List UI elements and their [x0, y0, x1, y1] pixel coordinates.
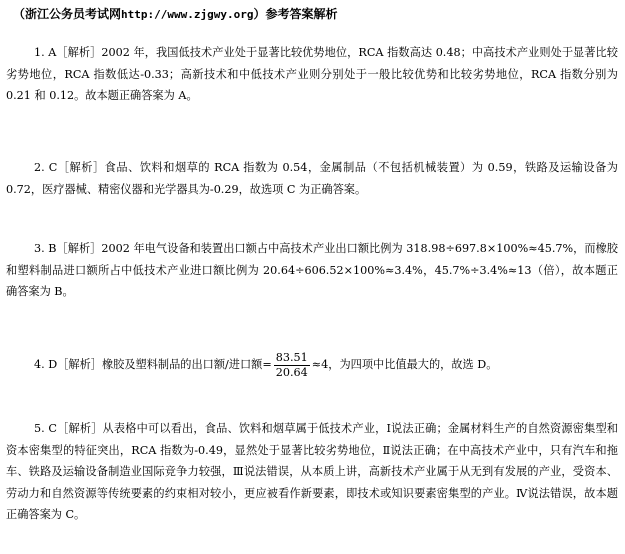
answer-4-tail: ≈4，为四项中比值最大的，故选 D。	[311, 358, 498, 372]
answer-2-text: 2. C［解析］食品、饮料和烟草的 RCA 指数为 0.54，金属制品（不包括机械装置）为 0.59，铁路及运输设备为 0.72，医疗器械、精密仪器和光学器具为-0.29，故选项 C 为正确答案。	[6, 161, 618, 196]
source-url-link[interactable]: http://www.zjgwy.org	[121, 8, 254, 21]
fraction-denominator: 20.64	[275, 365, 308, 379]
answer-2	[6, 157, 618, 200]
answer-1	[6, 42, 618, 107]
answer-5-text: 5. C［解析］从表格中可以看出，食品、饮料和烟草属于低技术产业，Ⅰ说法正确；金属材料生产的自然资源密集型和资本密集型的特征突出，RCA 指数为-0.49，显然处于显著比较劣势地位，Ⅱ说法正确；在中高技术产业中，只有汽车和拖车、铁路及运输设备制造业国际竞争力较强，Ⅲ说法错误，从本质上讲，高新技术产业属于从无到有发展的产业，受资本、劳动力和自然资源等传统要素的约束相对较小，更应被看作新要素，即技术或知识要素密集型的产业。Ⅳ说法错误，故本题正确答案为 C。	[6, 422, 618, 521]
answer-5	[6, 418, 618, 526]
ratio-fraction	[274, 351, 310, 380]
answer-4	[6, 345, 618, 385]
header-suffix: ）参考答案解析	[253, 7, 338, 21]
answer-1-text: 1. A［解析］2002 年，我国低技术产业处于显著比较优势地位，RCA 指数高达 0.48；中高技术产业则处于显著比较劣势地位，RCA 指数低达-0.33；高新技术和中低技术产业则分别处于一般比较优势和比较劣势地位，RCA 指数分别为 0.21 和 0.12。故本题正确答案为 A。	[6, 46, 618, 102]
answer-4-lead: 4. D［解析］橡胶及塑料制品的出口额/进口额=	[34, 358, 272, 372]
document-header	[13, 4, 337, 25]
answer-3	[6, 238, 618, 303]
fraction-numerator: 83.51	[275, 350, 308, 364]
header-prefix: （浙江公务员考试网	[13, 7, 122, 21]
answer-3-text: 3. B［解析］2002 年电气设备和装置出口额占中高技术产业出口额比例为 318.98÷697.8×100%≈45.7%，而橡胶和塑料制品进口额所占中低技术产业进口额比例为 20.64÷606.52×100%≈3.4%，45.7%÷3.4%≈13（倍），故本题正确答案为 B。	[6, 242, 618, 298]
